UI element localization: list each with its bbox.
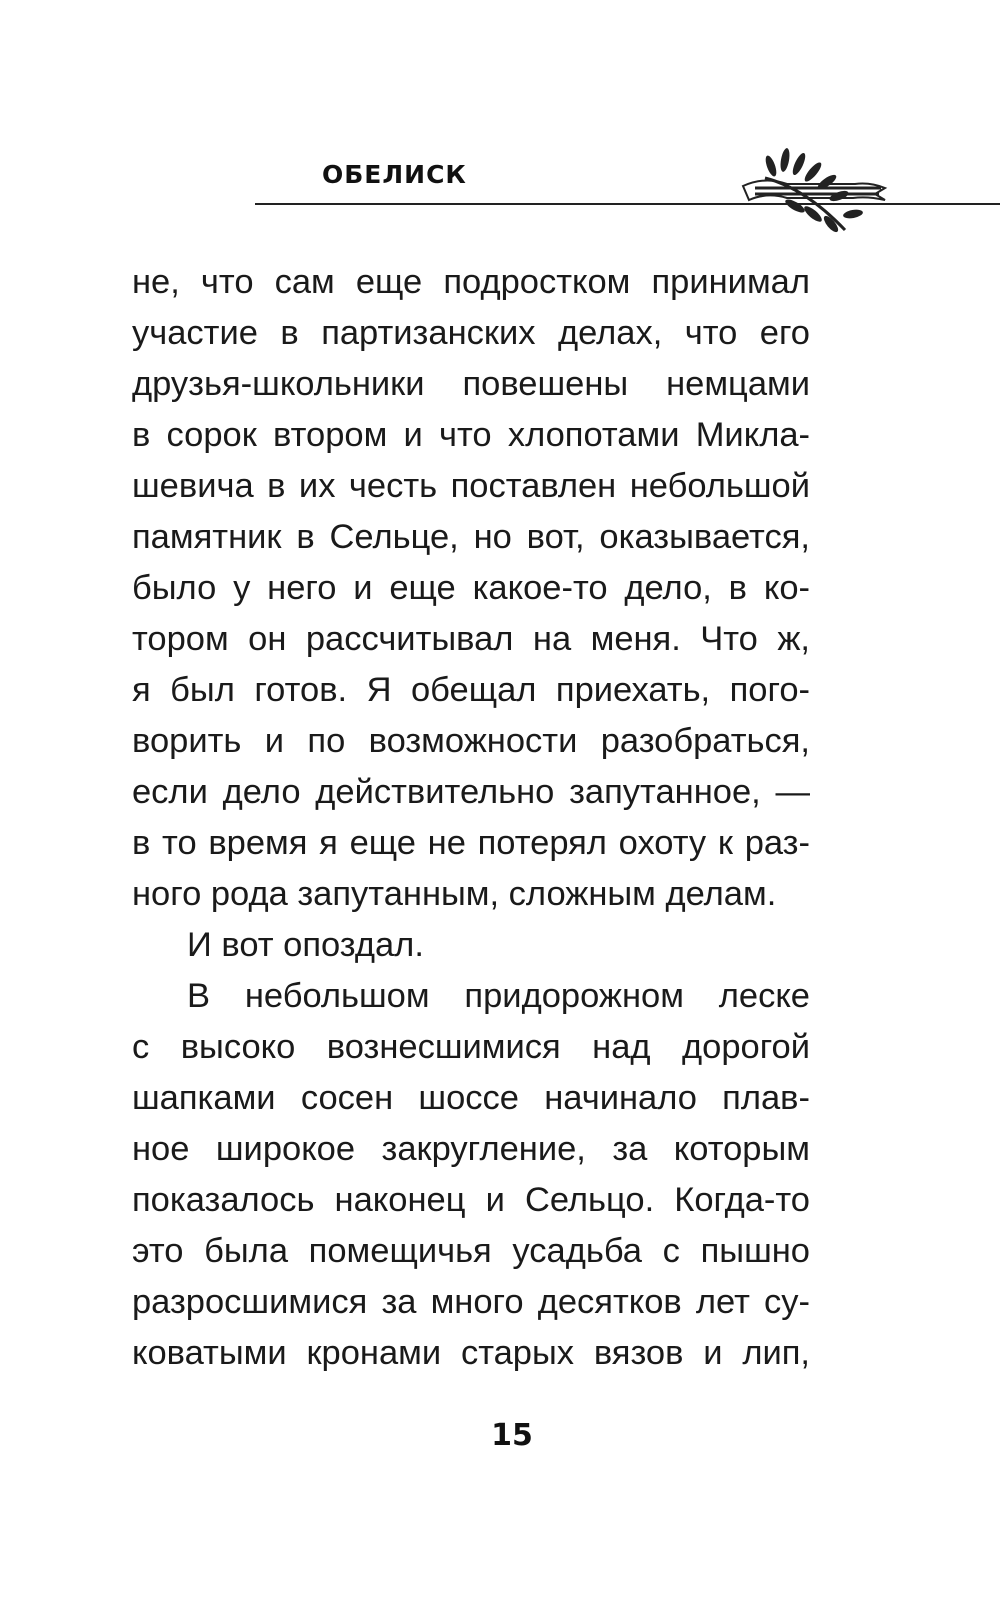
text-line: участие в партизанских делах, что его [132, 314, 810, 352]
page-body-text [132, 257, 810, 1379]
header-rule [255, 203, 1000, 205]
text-line: я был готов. Я обещал приехать, пого- [132, 671, 810, 709]
text-line: показалось наконец и Сельцо. Когда-то [132, 1181, 810, 1219]
text-line: ное широкое закругление, за которым [132, 1130, 810, 1168]
text-line: с высоко вознесшимися над дорогой [132, 1028, 810, 1066]
text-line: разросшимися за много десятков лет су- [132, 1283, 810, 1321]
text-line: если дело действительно запутанное, — [132, 773, 810, 811]
ribbon-shape [743, 180, 885, 200]
text-line: в сорок втором и что хлопотами Микла- [132, 416, 810, 454]
text-line: было у него и еще какое-то дело, в ко- [132, 569, 810, 607]
text-line: тором он рассчитывал на меня. Что ж, [132, 620, 810, 658]
page-number: 15 [491, 1418, 533, 1453]
text-line: шапками сосен шоссе начинало плав- [132, 1079, 810, 1117]
paragraph-line: В небольшом придорожном леске [187, 977, 810, 1015]
text-line: это была помещичья усадьба с пышно [132, 1232, 810, 1270]
text-line: коватыми кронами старых вязов и лип, [132, 1334, 810, 1372]
laurel-ribbon-icon [735, 148, 895, 240]
text-line: ворить и по возможности разобраться, [132, 722, 810, 760]
text-line: друзья-школьники повешены немцами [132, 365, 810, 403]
text-line: памятник в Сельце, но вот, оказывается, [132, 518, 810, 556]
text-line: в то время я еще не потерял охоту к раз- [132, 824, 810, 862]
running-header-title: ОБЕЛИСК [322, 160, 467, 189]
text-line: шевича в их честь поставлен небольшой [132, 467, 810, 505]
paragraph-line: И вот опоздал. [187, 926, 424, 964]
text-line: не, что сам еще подростком принимал [132, 263, 810, 301]
text-line: ного рода запутанным, сложным делам. [132, 875, 777, 913]
